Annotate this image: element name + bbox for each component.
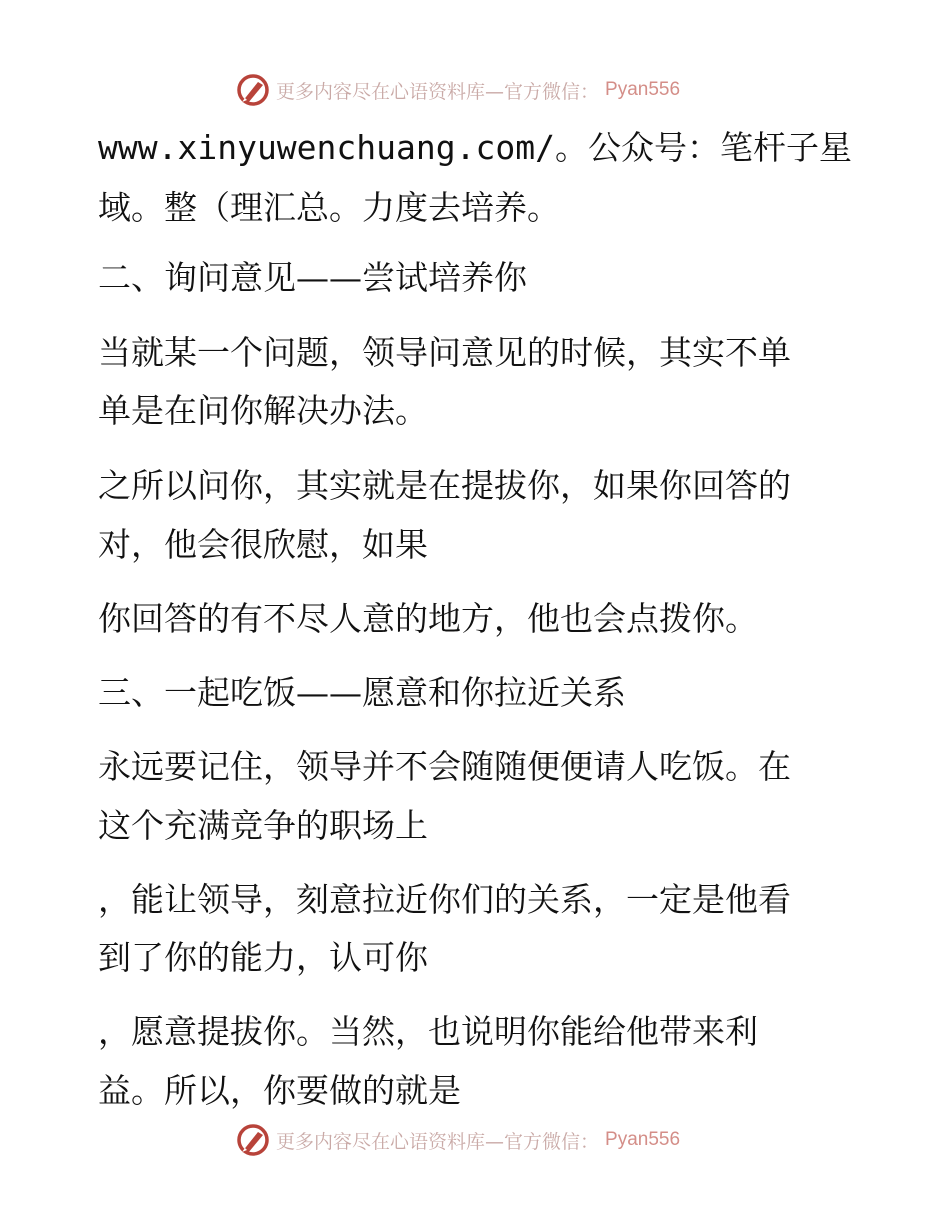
text-line: 你回答的有不尽人意的地方，他也会点拨你。: [98, 599, 758, 638]
text-line: www.xinyuwenchuang.com/。公众号：笔杆子星: [98, 128, 852, 167]
text-line: 这个充满竞争的职场上: [98, 806, 428, 845]
watermark-text: 更多内容尽在心语资料库—官方微信：: [276, 1130, 600, 1153]
text-line: 到了你的能力，认可你: [98, 938, 428, 977]
header-watermark: [236, 72, 680, 108]
section-heading: 三、一起吃饭——愿意和你拉近关系: [98, 673, 626, 712]
watermark-account: Pyan556: [605, 79, 681, 100]
text-line: 益。所以，你要做的就是: [98, 1071, 461, 1110]
footer-watermark: [236, 1122, 680, 1158]
text-line: ，愿意提拔你。当然，也说明你能给他带来利: [98, 1012, 758, 1051]
text-line: 域。整（理汇总。力度去培养。: [98, 188, 560, 227]
text-line: ，能让领导，刻意拉近你们的关系，一定是他看: [98, 880, 791, 919]
text-line: 对，他会很欣慰，如果: [98, 525, 428, 564]
section-heading: 二、询问意见——尝试培养你: [98, 258, 527, 297]
text-line: 永远要记住，领导并不会随随便便请人吃饭。在: [98, 747, 791, 786]
pen-in-circle-logo-icon: [236, 73, 270, 107]
watermark-text: 更多内容尽在心语资料库—官方微信：: [276, 80, 600, 103]
text-line: 单是在问你解决办法。: [98, 391, 428, 430]
pen-in-circle-logo-icon: [236, 1123, 270, 1157]
watermark-account: Pyan556: [605, 1129, 681, 1150]
text-line: 当就某一个问题，领导问意见的时候，其实不单: [98, 333, 791, 372]
text-line: 之所以问你，其实就是在提拔你，如果你回答的: [98, 466, 791, 505]
